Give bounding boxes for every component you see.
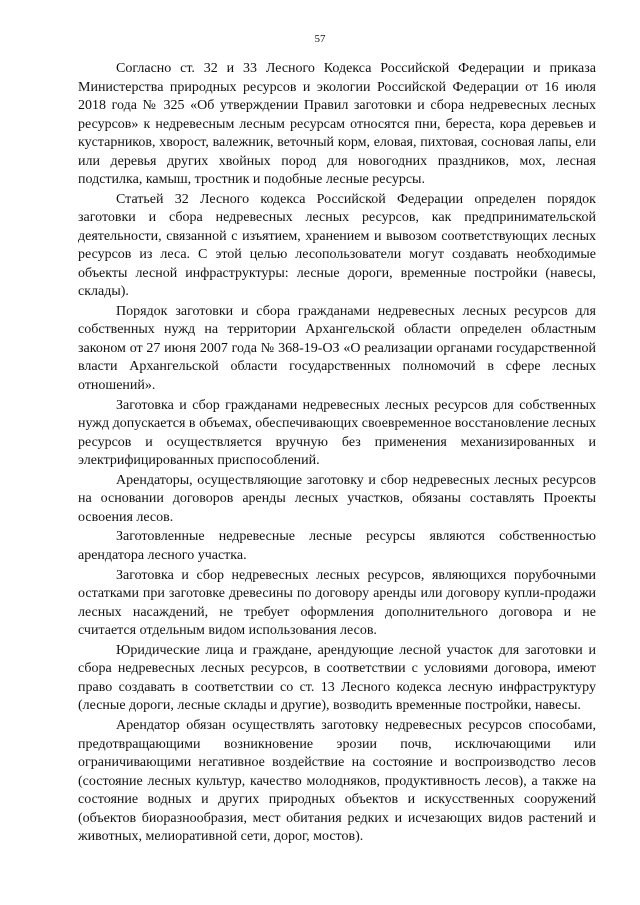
page-number: 57: [314, 33, 326, 45]
paragraph-5: Арендаторы, осуществляющие заготовку и сбор недревесных лесных ресурсов на основании договоров аренды лесных участков, обязаны составлять Проекты освоения лесов.: [78, 472, 596, 525]
paragraph-4: Заготовка и сбор гражданами недревесных лесных ресурсов для собственных нужд допускается в объемах, обеспечивающих своевременное восстановление лесных ресурсов и осуществляется вручную без применения механизированных и электрифицированных приспособлений.: [78, 397, 596, 469]
paragraph-3: Порядок заготовки и сбора гражданами недревесных лесных ресурсов для собственных нужд на территории Архангельской области определен областным законом от 27 июня 2007 года № 368-19-ОЗ «О реализации органами государственной власти Архангельской области государственных полномочий в сфере лесных отношений».: [78, 303, 596, 393]
document-body: [78, 60, 596, 848]
paragraph-9: Арендатор обязан осуществлять заготовку недревесных ресурсов способами, предотвращающими возникновение эрозии почв, исключающими или ограничивающими негативное воздействие на состояние и воспроизводство лесов (состояние лесных культур, качество молодняков, продуктивность лесов), а также на состояние водных и других природных объектов и искусственных сооружений (объектов биоразнообразия, мест обитания редких и исчезающих видов растений и животных, мелиоративной сети, дорог, мостов).: [78, 718, 596, 844]
paragraph-1: Согласно ст. 32 и 33 Лесного Кодекса Российской Федерации и приказа Министерства природных ресурсов и экологии Российской Федерации от 16 июля 2018 года № 325 «Об утверждении Правил заготовки и сбора недревесных лесных ресурсов» к недревесным лесным ресурсам относятся пни, береста, кора деревьев и кустарников, хворост, валежник, веточный корм, еловая, пихтовая, сосновая лапы, ели или деревья других хвойных пород для новогодних праздников, мох, лесная подстилка, камыш, тростник и подобные лесные ресурсы.: [78, 61, 596, 187]
paragraph-8: Юридические лица и граждане, арендующие лесной участок для заготовки и сбора недревесных лесных ресурсов, в соответствии с условиями договора, имеют право создавать в соответствии со ст. 13 Лесного кодекса лесную инфраструктуру (лесные дороги, лесные склады и другие), возводить временные постройки, навесы.: [78, 642, 596, 714]
paragraph-2: Статьей 32 Лесного кодекса Российской Федерации определен порядок заготовки и сбора недревесных лесных ресурсов, как предпринимательской деятельности, связанной с изъятием, хранением и вывозом соответствующих лесных ресурсов из леса. С этой целью лесопользователи могут создавать необходимые объекты лесной инфраструктуры: лесные дороги, временные постройки (навесы, склады).: [78, 191, 596, 300]
paragraph-6: Заготовленные недревесные лесные ресурсы являются собственностью арендатора лесного участка.: [78, 529, 596, 563]
paragraph-7: Заготовка и сбор недревесных лесных ресурсов, являющихся порубочными остатками при заготовке древесины по договору аренды или договору купли-продажи лесных насаждений, не требует оформления дополнительного договора и не считается отдельным видом использования лесов.: [78, 567, 596, 639]
